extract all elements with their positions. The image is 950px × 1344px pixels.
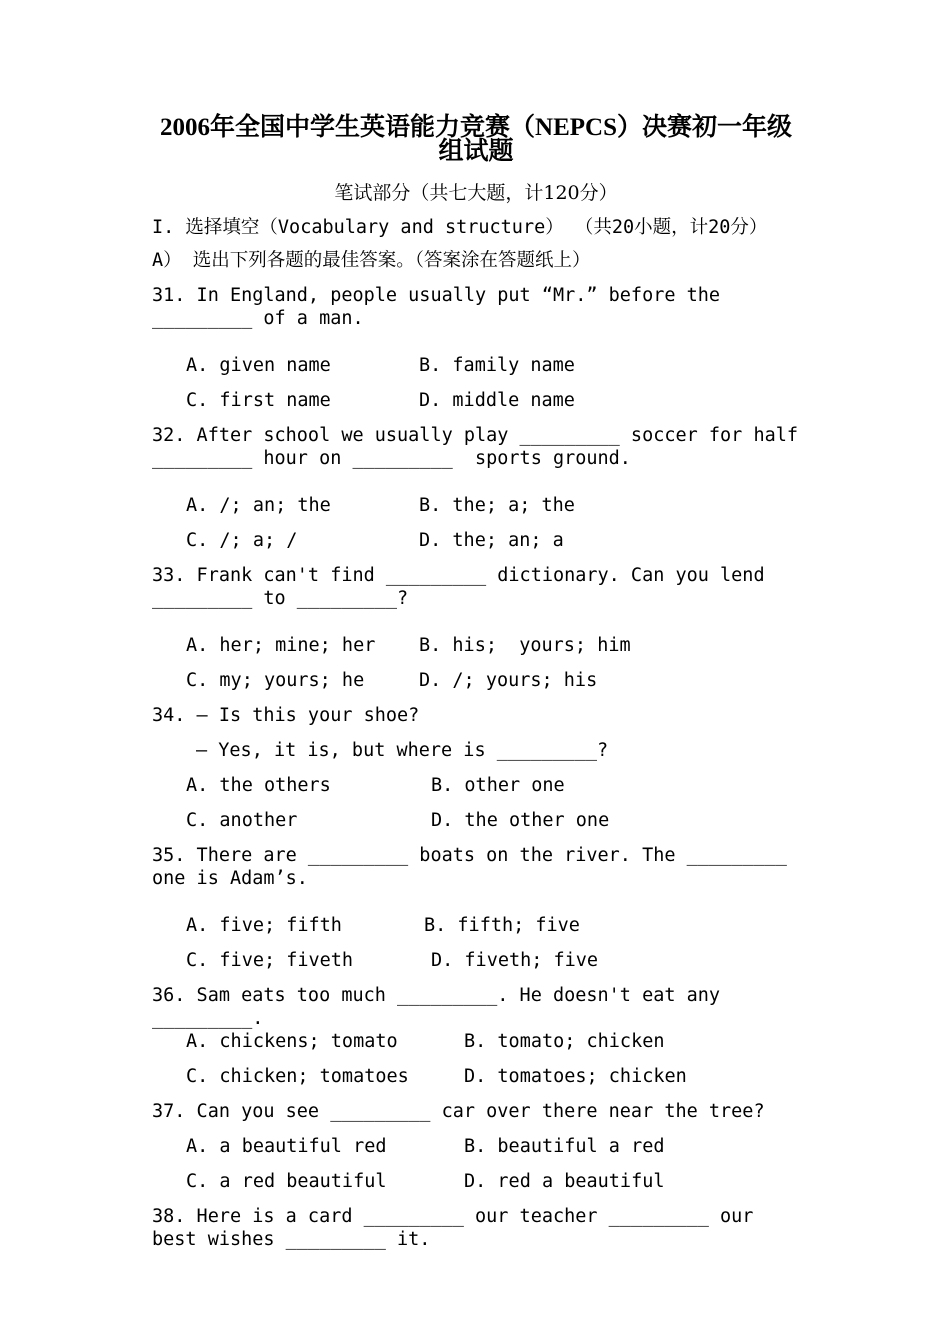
exam-title [152, 116, 800, 164]
option-b: B. the; a; the [419, 495, 575, 516]
question-31-options-row-1 [152, 354, 800, 389]
question-38-stem: 38. Here is a card _________ our teacher _________ our best wishes _________ it. [152, 1206, 765, 1250]
option-c: C. five; fiveth [186, 950, 354, 971]
question-36-options-row-2 [152, 1065, 800, 1100]
option-d: D. fiveth; five [431, 950, 599, 971]
option-a: A. the others [186, 775, 331, 796]
option-b: B. family name [419, 355, 575, 376]
question-37-options-row-1 [152, 1135, 800, 1170]
option-a: A. chickens; tomato [186, 1031, 398, 1052]
exam-page [152, 114, 810, 1262]
question-34-options-row-1 [152, 774, 800, 809]
question-37-options-row-2 [152, 1170, 800, 1205]
option-b: B. tomato; chicken [464, 1031, 665, 1052]
option-d: D. tomatoes; chicken [464, 1066, 687, 1087]
option-b: B. fifth; five [424, 915, 580, 936]
question-33-stem: 33. Frank can't find _________ dictionary. Can you lend _________ to _________? [152, 565, 776, 609]
option-c: C. /; a; / [186, 530, 298, 551]
option-c: C. first name [186, 390, 331, 411]
question-34-stem-reply: — Yes, it is, but where is _________? [196, 740, 609, 761]
question-37-stem: 37. Can you see _________ car over there near the tree? [152, 1101, 765, 1122]
question-33-options-row-2 [152, 669, 800, 704]
question-32-stem: 32. After school we usually play _________ soccer for half _________ hour on _________ sports ground. [152, 425, 810, 469]
option-c: C. a red beautiful [186, 1171, 387, 1192]
question-31-stem: 31. In England, people usually put “Mr.” before the _________ of a man. [152, 285, 732, 329]
option-b: B. other one [431, 775, 565, 796]
option-b: B. his; yours; him [419, 635, 631, 656]
option-a: A. a beautiful red [186, 1136, 387, 1157]
option-d: D. red a beautiful [464, 1171, 665, 1192]
question-32-options-row-2 [152, 529, 800, 564]
exam-subtitle: 笔试部分（共七大题，计120分） [334, 182, 618, 204]
exam-title-line-2: 组试题 [438, 138, 514, 165]
question-35-stem: 35. There are _________ boats on the river. The _________ one is Adam’s. [152, 845, 799, 889]
option-a: A. given name [186, 355, 331, 376]
option-b: B. beautiful a red [464, 1136, 665, 1157]
question-32-options-row-1 [152, 494, 800, 529]
option-a: A. five; fifth [186, 915, 342, 936]
question-35-options-row-2 [152, 949, 800, 984]
section-instruction: A） 选出下列各题的最佳答案。（答案涂在答题纸上） [152, 250, 591, 271]
option-d: D. /; yours; his [419, 670, 598, 691]
question-34-options-row-2 [152, 809, 800, 844]
option-a: A. her; mine; her [186, 635, 376, 656]
option-c: C. another [186, 810, 298, 831]
option-d: D. the other one [431, 810, 610, 831]
option-c: C. chicken; tomatoes [186, 1066, 409, 1087]
question-33-options-row-1 [152, 634, 800, 669]
question-34-stem: 34. — Is this your shoe? [152, 705, 420, 726]
section-heading: I. 选择填空（Vocabulary and structure） （共20小题，计20分） [152, 217, 768, 238]
option-d: D. the; an; a [419, 530, 564, 551]
option-a: A. /; an; the [186, 495, 331, 516]
question-35-options-row-1 [152, 914, 800, 949]
option-d: D. middle name [419, 390, 575, 411]
question-36-options-row-1 [152, 1030, 800, 1065]
question-36-stem: 36. Sam eats too much _________. He doesn't eat any _________. [152, 985, 732, 1029]
question-31-options-row-2 [152, 389, 800, 424]
option-c: C. my; yours; he [186, 670, 365, 691]
exam-title-line-1: 2006年全国中学生英语能力竞赛（NEPCS）决赛初一年级 [160, 114, 792, 141]
